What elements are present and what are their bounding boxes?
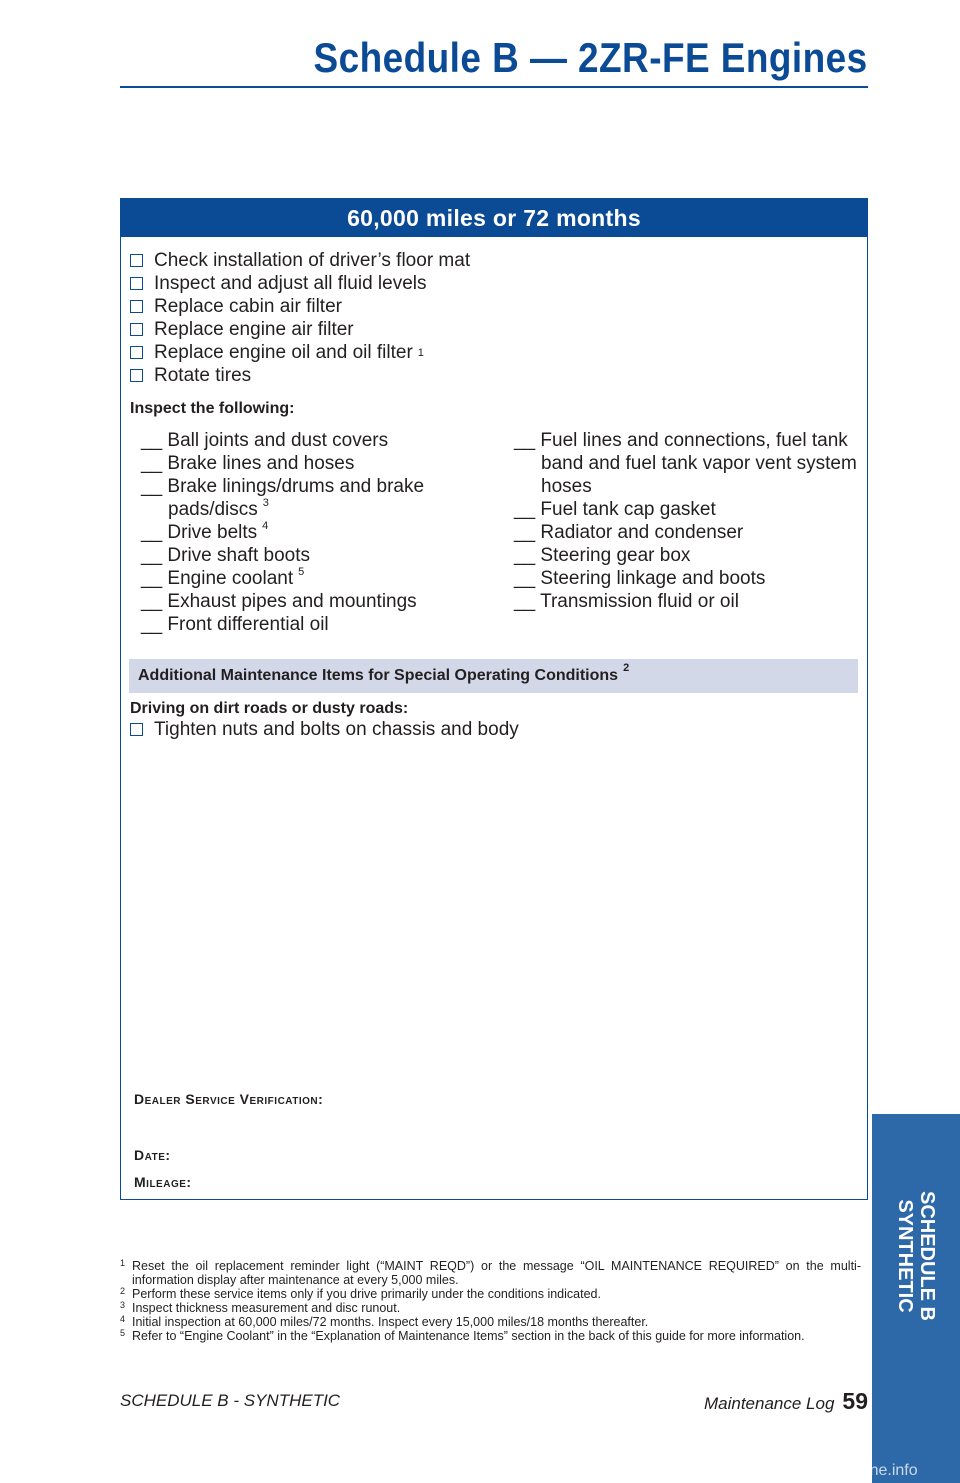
footnote — [120, 1329, 861, 1343]
footnote-number: 2 — [120, 1286, 126, 1296]
side-tab-line: SCHEDULE B — [916, 1190, 938, 1322]
dealer-verification-label: Dealer Service Verification: — [134, 1091, 324, 1107]
footnote — [120, 1259, 861, 1287]
footnote-number: 1 — [120, 1258, 126, 1268]
checklist — [121, 237, 867, 387]
page-title: Schedule B — 2ZR-FE Engines — [313, 34, 868, 81]
inspect-item-text: __ Engine coolant — [141, 568, 294, 589]
inspect-item-text: __ Transmission fluid or oil — [514, 591, 739, 612]
inspect-item-text: __ Radiator and condenser — [514, 522, 744, 543]
inspect-item — [514, 567, 860, 590]
checklist-item — [130, 272, 867, 295]
inspect-item-text: __ Steering linkage and boots — [514, 568, 766, 589]
checklist-item-text: Replace engine air filter — [154, 318, 354, 340]
checklist-item-text: Replace engine oil and oil filter — [154, 341, 413, 363]
checkbox[interactable] — [130, 277, 143, 290]
date-label: Date: — [134, 1147, 171, 1163]
inspect-item-text: __ Fuel tank cap gasket — [514, 499, 716, 520]
side-tab-line: SYNTHETIC — [894, 1199, 916, 1313]
inspect-item — [141, 544, 514, 567]
footnote-number: 4 — [120, 1314, 126, 1324]
watermark: carmanualsonline.info — [762, 1462, 918, 1479]
inspect-item-text: __ Brake linings/drums and brake pads/discs — [141, 476, 425, 520]
driving-item — [121, 718, 867, 741]
footnote — [120, 1287, 861, 1301]
checklist-item — [130, 295, 867, 318]
checkbox[interactable] — [130, 323, 143, 336]
inspect-item-text: __ Fuel lines and connections, fuel tank band and fuel tank vapor vent system hoses — [514, 430, 857, 497]
checklist-item — [130, 364, 867, 387]
footnotes — [120, 1259, 861, 1343]
footer-section-label: SCHEDULE B - SYNTHETIC — [120, 1391, 341, 1410]
inspect-item — [141, 567, 514, 590]
additional-heading: Additional Maintenance Items for Special Operating Conditions — [138, 667, 619, 684]
footnote-text: Inspect thickness measurement and disc runout. — [132, 1301, 401, 1315]
inspect-item-text: __ Front differential oil — [141, 614, 329, 635]
checklist-item-text: Check installation of driver’s floor mat — [154, 249, 471, 271]
mileage-label: Mileage: — [134, 1174, 192, 1190]
driving-heading: Driving on dirt roads or dusty roads: — [130, 700, 409, 717]
checkbox[interactable] — [130, 723, 143, 736]
footnote-ref: 3 — [262, 497, 269, 509]
checklist-item-text: Replace cabin air filter — [154, 295, 342, 317]
side-tab-label — [894, 1191, 938, 1321]
driving-list — [121, 718, 867, 741]
footnote — [120, 1301, 861, 1315]
inspect-item — [141, 452, 514, 475]
footnote-ref: 5 — [298, 566, 305, 578]
footnote-ref: 2 — [623, 662, 630, 674]
checklist-item: Replace engine oil and oil filter 1 — [130, 341, 867, 364]
checkbox[interactable] — [130, 346, 143, 359]
inspect-list-right — [514, 429, 860, 636]
footnote — [120, 1315, 861, 1329]
footer-log-label: Maintenance Log — [703, 1394, 835, 1413]
footnote-text: Initial inspection at 60,000 miles/72 months. Inspect every 15,000 miles/18 months thereafter. — [132, 1315, 649, 1329]
inspect-item — [141, 521, 514, 544]
inspect-item — [141, 613, 514, 636]
inspect-item — [514, 521, 860, 544]
inspect-item-text: __ Ball joints and dust covers — [141, 430, 389, 451]
footnote-text: Reset the oil replacement reminder light (“MAINT REQD”) or the message “OIL MAINTENANCE REQUIRED” on the multi-information display after maintenance at every 5,000 miles. — [132, 1259, 861, 1287]
footnote-text: Refer to “Engine Coolant” in the “Explanation of Maintenance Items” section in the back of this guide for more information. — [132, 1329, 805, 1343]
inspect-item — [514, 590, 860, 613]
inspect-item-text: __ Steering gear box — [514, 545, 691, 566]
footnote-text: Perform these service items only if you drive primarily under the conditions indicated. — [132, 1287, 601, 1301]
checkbox[interactable] — [130, 254, 143, 267]
inspect-heading: Inspect the following: — [130, 400, 295, 417]
checkbox[interactable] — [130, 369, 143, 382]
inspect-item — [514, 498, 860, 521]
checkbox[interactable] — [130, 300, 143, 313]
driving-item-text: Tighten nuts and bolts on chassis and body — [154, 718, 519, 740]
title-divider — [120, 86, 868, 88]
side-tab[interactable] — [872, 1114, 960, 1483]
inspect-item — [514, 544, 860, 567]
checklist-item — [130, 318, 867, 341]
checklist-item-text: Rotate tires — [154, 364, 252, 386]
inspect-item-text: __ Drive belts — [141, 522, 258, 543]
inspect-item — [141, 590, 514, 613]
inspect-columns — [121, 418, 867, 636]
footnote-number: 5 — [120, 1328, 126, 1338]
footnote-ref: 4 — [262, 520, 269, 532]
inspect-item-text: __ Brake lines and hoses — [141, 453, 355, 474]
inspect-item — [141, 429, 514, 452]
maintenance-box — [120, 198, 868, 1200]
interval-header: 60,000 miles or 72 months — [121, 199, 867, 237]
checklist-item-text: Inspect and adjust all fluid levels — [154, 272, 427, 294]
checklist-item — [130, 249, 867, 272]
inspect-item-text: __ Exhaust pipes and mountings — [141, 591, 417, 612]
inspect-item — [141, 475, 514, 521]
inspect-list-left — [141, 429, 514, 636]
page-number: 59 — [842, 1388, 868, 1414]
footer-right — [704, 1388, 868, 1415]
inspect-item-text: __ Drive shaft boots — [141, 545, 310, 566]
inspect-item — [514, 429, 860, 498]
additional-maintenance-bar — [129, 659, 858, 693]
footnote-number: 3 — [120, 1300, 126, 1310]
